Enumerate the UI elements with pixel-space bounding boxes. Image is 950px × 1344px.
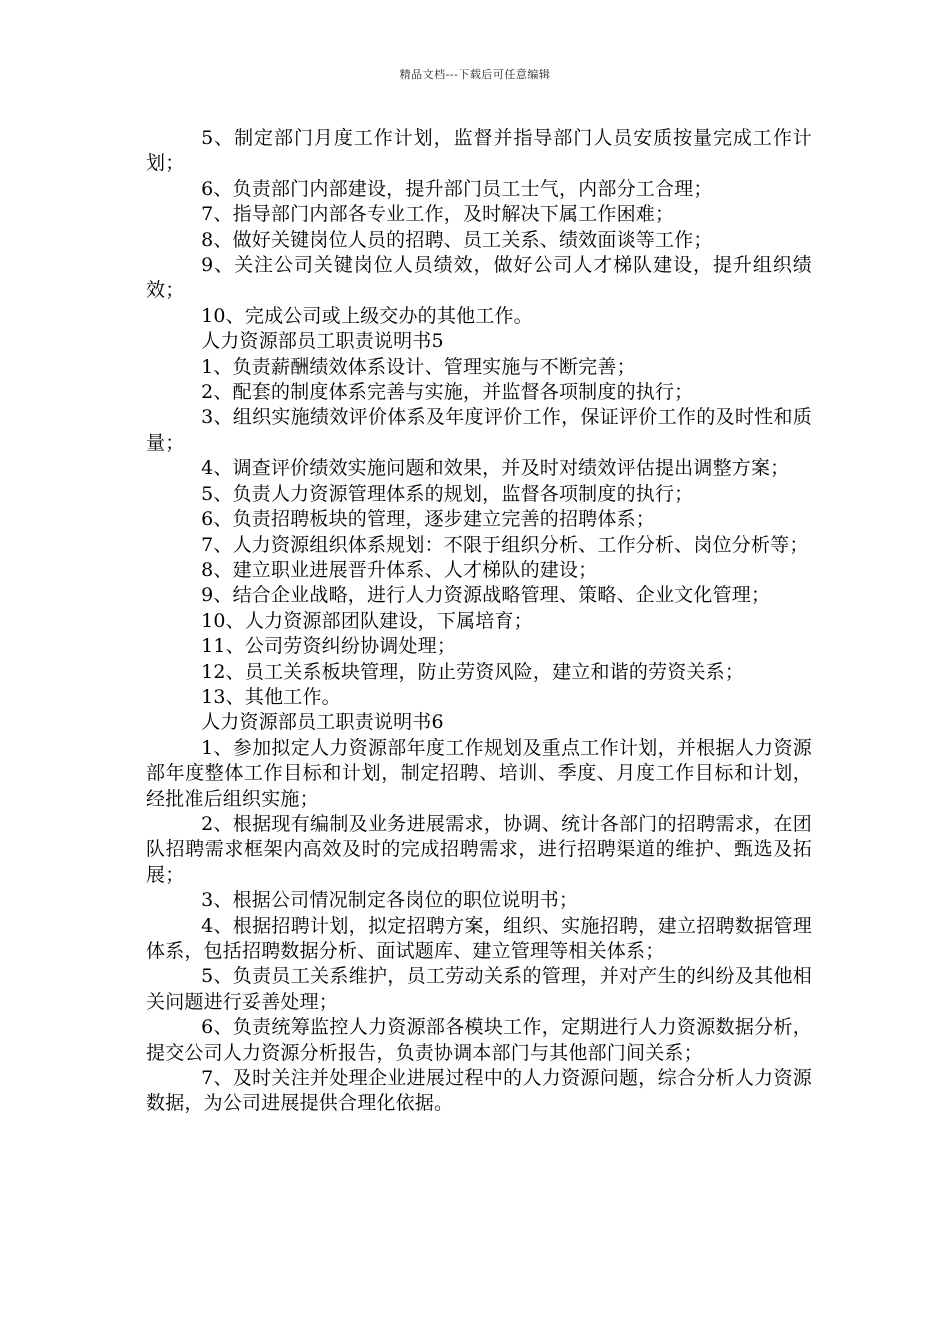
paragraph: 9、关注公司关键岗位人员绩效，做好公司人才梯队建设，提升组织绩效；	[146, 254, 812, 302]
section-heading: 人力资源部员工职责说明书5	[201, 330, 444, 353]
document-body	[146, 126, 812, 1117]
paragraph: 7、人力资源组织体系规划：不限于组织分析、工作分析、岗位分析等；	[201, 533, 809, 556]
paragraph: 6、负责部门内部建设，提升部门员工士气，内部分工合理；	[201, 177, 713, 200]
paragraph: 5、负责人力资源管理体系的规划，监督各项制度的执行；	[201, 482, 694, 505]
paragraph: 5、制定部门月度工作计划，监督并指导部门人员安质按量完成工作计划；	[146, 127, 812, 175]
paragraph: 11、公司劳资纠纷协调处理；	[201, 635, 457, 658]
paragraph: 8、建立职业进展晋升体系、人才梯队的建设；	[201, 558, 598, 581]
paragraph: 13、其他工作。	[201, 685, 341, 708]
paragraph: 7、及时关注并处理企业进展过程中的人力资源问题，综合分析人力资源数据，为公司进展提供合理化依据。	[146, 1067, 812, 1115]
paragraph: 4、调查评价绩效实施问题和效果，并及时对绩效评估提出调整方案；	[201, 457, 790, 480]
paragraph: 10、完成公司或上级交办的其他工作。	[201, 304, 533, 327]
paragraph: 5、负责员工关系维护，员工劳动关系的管理，并对产生的纠纷及其他相关问题进行妥善处理；	[146, 965, 812, 1013]
paragraph: 9、结合企业战略，进行人力资源战略管理、策略、企业文化管理；	[201, 584, 771, 607]
paragraph: 1、负责薪酬绩效体系设计、管理实施与不断完善；	[201, 355, 636, 378]
paragraph: 6、负责招聘板块的管理，逐步建立完善的招聘体系；	[201, 508, 655, 531]
paragraph: 12、员工关系板块管理，防止劳资风险，建立和谐的劳资关系；	[201, 660, 745, 683]
paragraph: 8、做好关键岗位人员的招聘、员工关系、绩效面谈等工作；	[201, 228, 713, 251]
section-heading: 人力资源部员工职责说明书6	[201, 711, 444, 734]
paragraph: 4、根据招聘计划，拟定招聘方案，组织、实施招聘，建立招聘数据管理体系，包括招聘数据分析、面试题库、建立管理等相关体系；	[146, 914, 812, 962]
paragraph: 3、根据公司情况制定各岗位的职位说明书；	[201, 889, 579, 912]
paragraph: 10、人力资源部团队建设，下属培育；	[201, 609, 533, 632]
paragraph: 2、配套的制度体系完善与实施，并监督各项制度的执行；	[201, 381, 694, 404]
paragraph: 6、负责统筹监控人力资源部各模块工作，定期进行人力资源数据分析，提交公司人力资源分析报告，负责协调本部门与其他部门间关系；	[146, 1016, 812, 1064]
paragraph: 1、参加拟定人力资源部年度工作规划及重点工作计划，并根据人力资源部年度整体工作目标和计划，制定招聘、培训、季度、月度工作目标和计划，经批准后组织实施；	[146, 736, 812, 810]
paragraph: 7、指导部门内部各专业工作，及时解决下属工作困难；	[201, 203, 675, 226]
page-header: 精品文档---下载后可任意编辑	[399, 68, 551, 81]
paragraph: 3、组织实施绩效评价体系及年度评价工作，保证评价工作的及时性和质量；	[146, 406, 812, 454]
paragraph: 2、根据现有编制及业务进展需求，协调、统计各部门的招聘需求，在团队招聘需求框架内高效及时的完成招聘需求，进行招聘渠道的维护、甄选及拓展；	[146, 812, 812, 886]
